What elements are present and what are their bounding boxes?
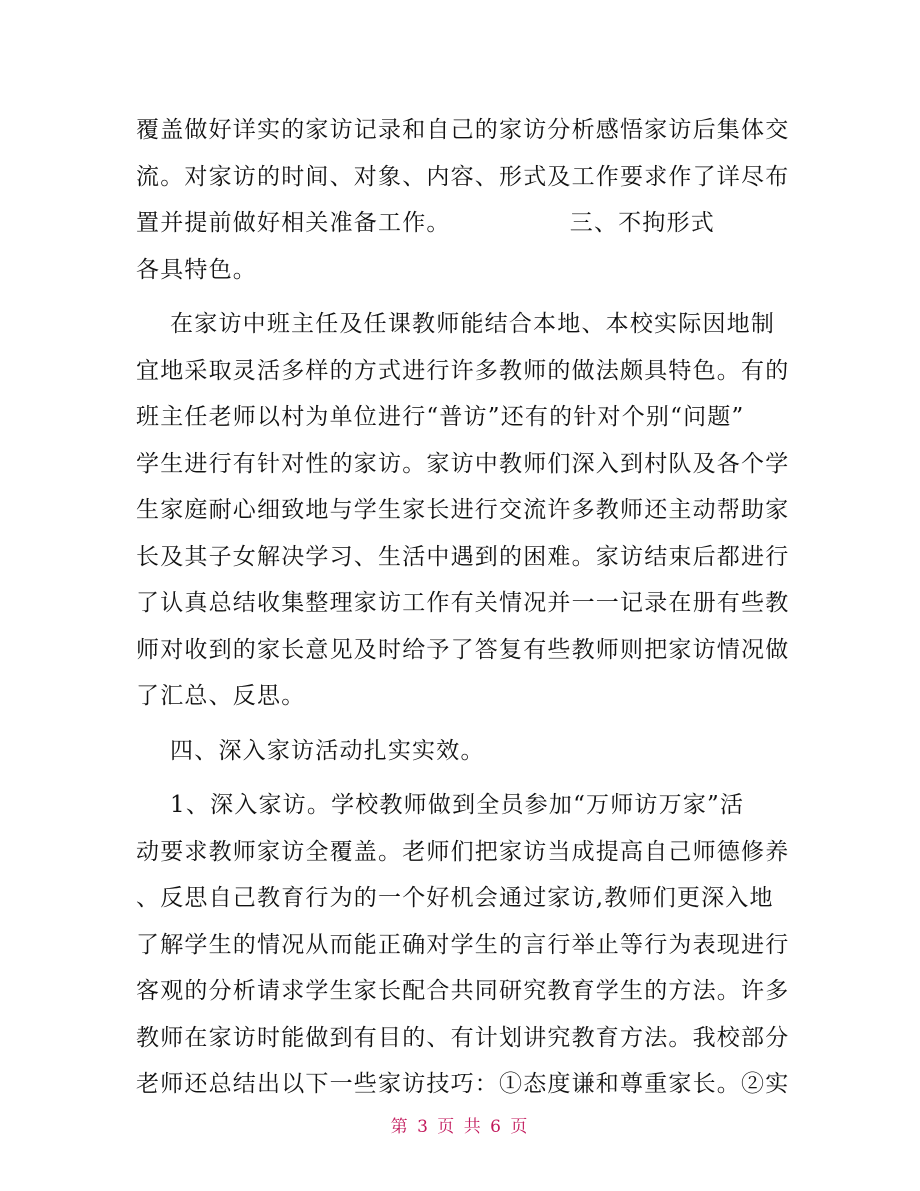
section-heading: 四、深入家访活动扎实实效。 [136, 737, 485, 764]
text-line: 动要求教师家访全覆盖。老师们把家访当成提高自己师德修养 [136, 838, 790, 865]
text-line: 了汇总、反思。 [136, 683, 306, 709]
document-body [136, 107, 790, 1108]
text-line: 1、深入家访。学校教师做到全员参加“万师访万家”活 [136, 792, 745, 818]
text-line: 教师在家访时能做到有目的、有计划讲究教育方法。我校部分 [136, 1024, 790, 1051]
text-line: 、反思自己教育行为的一个好机会通过家访,教师们更深入地 [136, 885, 774, 911]
page-number-footer: 第 3 页 共 6 页 [390, 1117, 530, 1137]
text-line: 宜地采取灵活多样的方式进行许多教师的做法颇具特色。有的 [136, 357, 790, 384]
text-line: 老师还总结出以下一些家访技巧：①态度谦和尊重家长。②实 [136, 1071, 790, 1097]
text-line: 覆盖做好详实的家访记录和自己的家访分析感悟家访后集体交 [136, 117, 790, 143]
text-line: 流。对家访的时间、对象、内容、形式及工作要求作了详尽布 [136, 163, 790, 190]
text-line: 了认真总结收集整理家访工作有关情况并一一记录在册有些教 [136, 590, 790, 616]
text-line: 在家访中班主任及任课教师能结合本地、本校实际因地制 [136, 311, 776, 337]
text-line: 长及其子女解决学习、生活中遇到的困难。家访结束后都进行 [136, 543, 790, 570]
text-line: 生家庭耐心细致地与学生家长进行交流许多教师还主动帮助家 [136, 497, 790, 523]
text-line: 师对收到的家长意见及时给予了答复有些教师则把家访情况做 [136, 636, 790, 663]
text-line: 各具特色。 [136, 256, 257, 283]
text-line: 了解学生的情况从而能正确对学生的言行举止等行为表现进行 [136, 931, 790, 958]
text-line: 学生进行有针对性的家访。家访中教师们深入到村队及各个学 [136, 450, 790, 477]
text-line: 客观的分析请求学生家长配合共同研究教育学生的方法。许多 [136, 978, 790, 1004]
text-line: 置并提前做好相关准备工作。 三、不拘形式 [136, 210, 715, 236]
text-line: 班主任老师以村为单位进行“普访”还有的针对个别“问题” [136, 404, 745, 430]
